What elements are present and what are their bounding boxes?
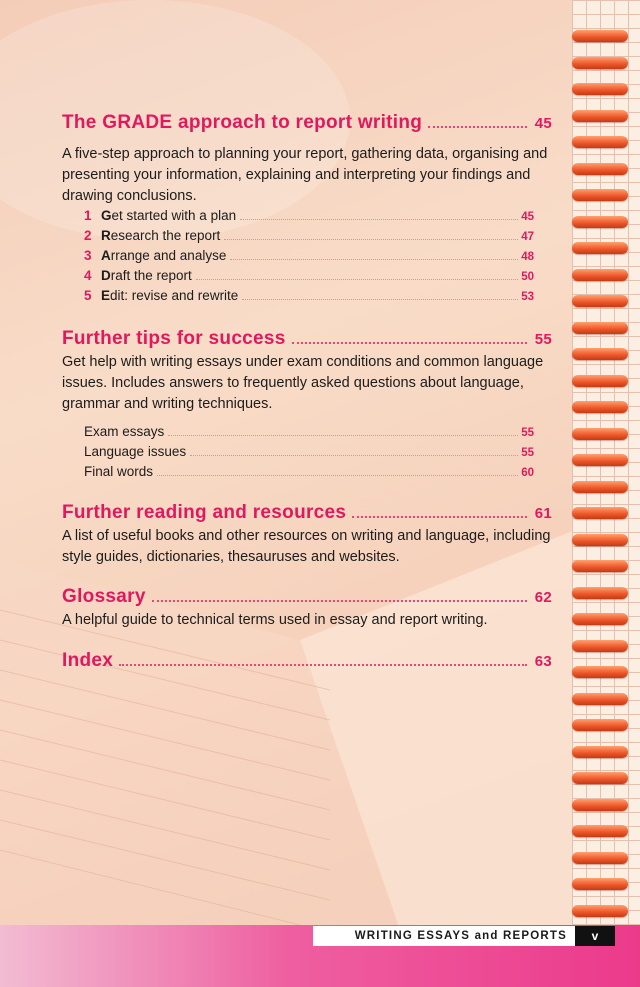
section-page: 62 [534,589,552,606]
toc-entry [84,288,534,308]
section-title: Index [62,650,114,671]
section-title: Glossary [62,586,146,607]
section-page: 63 [534,653,552,670]
spiral-binding [572,0,640,930]
section-title: The GRADE approach to report writing [62,112,423,133]
dot-leader [190,455,518,456]
spiral-coil [572,507,628,519]
dot-leader [428,126,527,128]
entry-page: 47 [521,231,534,243]
step-number: 5 [84,288,92,303]
entry-page: 55 [521,427,534,439]
dot-leader [152,600,527,602]
dot-leader [242,299,518,300]
step-number: 3 [84,248,92,263]
spiral-coil [572,719,628,731]
dot-leader [196,279,518,280]
spiral-coil [572,613,628,625]
step-label: rrange and analyse [110,248,227,263]
spiral-coil [572,269,628,281]
page-number: v [575,926,615,946]
spiral-coil [572,83,628,95]
step-initial: E [101,288,111,303]
step-number: 2 [84,228,92,243]
spiral-coil [572,640,628,652]
spiral-coil [572,454,628,466]
section-page: 45 [534,115,552,132]
spiral-coil [572,799,628,811]
toc-entry [84,228,534,248]
step-label: et started with a plan [111,208,237,223]
section-heading-further-tips [62,328,552,350]
spiral-coil [572,825,628,837]
entry-label: Exam essays [84,424,165,439]
section-description: Get help with writing essays under exam conditions and common language issues. Includes answers to frequently asked questions about language, grammar and writing techniques. [62,354,544,412]
spiral-coil [572,560,628,572]
spiral-coil [572,163,628,175]
section-heading-further-reading [62,502,552,524]
spiral-coil [572,666,628,678]
section-heading-grade [62,112,552,134]
spiral-coil [572,772,628,784]
entry-page: 50 [521,271,534,283]
dot-leader [352,516,526,518]
spiral-coil [572,534,628,546]
section-heading-glossary [62,586,552,608]
spiral-coil [572,189,628,201]
spiral-coil [572,295,628,307]
spiral-coil [572,110,628,122]
section-description: A helpful guide to technical terms used in essay and report writing. [62,612,488,628]
dot-leader [168,435,518,436]
dot-leader [292,342,527,344]
dot-leader [240,219,518,220]
entry-label: Language issues [84,444,187,459]
spiral-coil [572,136,628,148]
entry-page: 55 [521,447,534,459]
step-initial: R [101,228,111,243]
spiral-coil [572,428,628,440]
entry-page: 60 [521,467,534,479]
spiral-coil [572,905,628,917]
section-description: A list of useful books and other resources on writing and language, including style guides, dictionaries, thesauruses and websites. [62,528,551,565]
entry-label: Final words [84,464,154,479]
toc-entry [84,248,534,268]
step-initial: A [101,248,111,263]
section-title: Further tips for success [62,328,286,349]
spiral-coil [572,216,628,228]
spiral-coil [572,348,628,360]
entry-page: 48 [521,251,534,263]
step-number: 4 [84,268,92,283]
toc-entry [84,268,534,288]
toc-entry [84,424,534,444]
spiral-coil [572,322,628,334]
spiral-coil [572,481,628,493]
spiral-coil [572,746,628,758]
step-initial: G [101,208,112,223]
spiral-coil [572,57,628,69]
spiral-coil [572,852,628,864]
dot-leader [157,475,518,476]
toc-entry [84,444,534,464]
section-description: A five-step approach to planning your report, gathering data, organising and presenting your information, explaining and interpreting your findings and drawing conclusions. [62,146,548,204]
spiral-coil [572,878,628,890]
running-title: WRITING ESSAYS and REPORTS [313,926,575,946]
section-heading-index [62,650,552,672]
entry-page: 53 [521,291,534,303]
step-label: raft the report [110,268,192,283]
dot-leader [224,239,518,240]
spiral-coil [572,693,628,705]
step-label: dit: revise and rewrite [110,288,239,303]
section-page: 55 [534,331,552,348]
entry-page: 45 [521,211,534,223]
spiral-coil [572,375,628,387]
section-title: Further reading and resources [62,502,347,523]
section-page: 61 [534,505,552,522]
dot-leader [119,664,527,666]
spiral-coil [572,401,628,413]
spiral-coil [572,242,628,254]
spiral-coil [572,30,628,42]
step-label: esearch the report [110,228,221,243]
spiral-coil [572,587,628,599]
dot-leader [230,259,518,260]
step-number: 1 [84,208,92,223]
toc-entry [84,464,534,484]
step-initial: D [101,268,111,283]
toc-entry [84,208,534,228]
